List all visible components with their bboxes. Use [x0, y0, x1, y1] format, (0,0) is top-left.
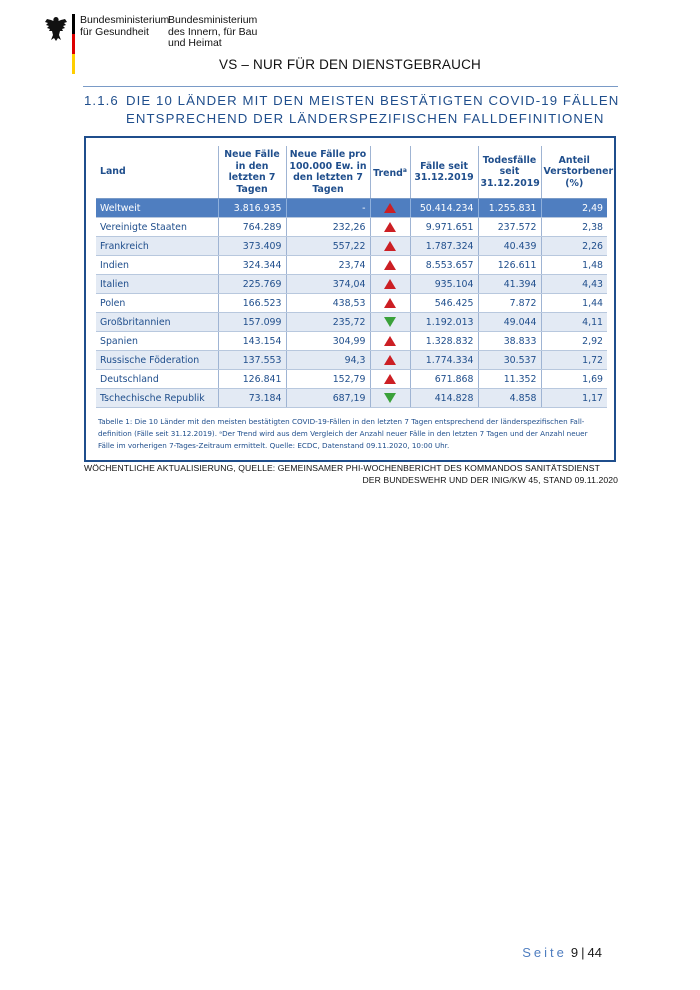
- ministry-interior-name: Bundesministerium des Innern, für Bau und Heimat: [168, 14, 258, 49]
- new7-cell: 3.816.935: [218, 199, 286, 218]
- trend-cell: [370, 218, 410, 237]
- land-cell: Indien: [96, 256, 218, 275]
- trend-cell: [370, 332, 410, 351]
- land-cell: Frankreich: [96, 237, 218, 256]
- trend-up-icon: [384, 222, 396, 232]
- deaths-cell: 30.537: [478, 351, 541, 370]
- cases-cell: 546.425: [410, 294, 478, 313]
- table-row: [96, 218, 607, 237]
- cases-cell: 1.787.324: [410, 237, 478, 256]
- share-cell: 1,44: [541, 294, 607, 313]
- trend-up-icon: [384, 279, 396, 289]
- source-note: WÖCHENTLICHE AKTUALISIERUNG, QUELLE: GEMEINSAMER PHI-WOCHENBERICHT DES KOMMANDOS SANITÄTSDIENST DER BUNDESWEHR UND DER INIG/KW 45, STAND 09.11.2020: [84, 463, 618, 485]
- share-cell: 2,92: [541, 332, 607, 351]
- trend-cell: [370, 199, 410, 218]
- section-number: 1.1.6: [84, 93, 119, 108]
- trend-down-icon: [384, 317, 396, 327]
- share-cell: 4,11: [541, 313, 607, 332]
- page-label: Seite: [522, 945, 567, 960]
- new7-cell: 73.184: [218, 389, 286, 408]
- classification-label: VS – NUR FÜR DEN DIENSTGEBRAUCH: [219, 57, 481, 72]
- trend-cell: [370, 370, 410, 389]
- cases-cell: 8.553.657: [410, 256, 478, 275]
- per100k-cell: 152,79: [286, 370, 370, 389]
- new7-cell: 143.154: [218, 332, 286, 351]
- trend-up-icon: [384, 298, 396, 308]
- share-cell: 1,69: [541, 370, 607, 389]
- land-cell: Spanien: [96, 332, 218, 351]
- new7-cell: 225.769: [218, 275, 286, 294]
- trend-up-icon: [384, 241, 396, 251]
- share-cell: 1,17: [541, 389, 607, 408]
- header-divider: [83, 86, 618, 87]
- new7-cell: 324.344: [218, 256, 286, 275]
- trend-cell: [370, 351, 410, 370]
- section-title-line2: ENTSPRECHEND DER LÄNDERSPEZIFISCHEN FALLDEFINITIONEN: [126, 111, 605, 126]
- table-header-row: [96, 146, 607, 199]
- land-cell: Polen: [96, 294, 218, 313]
- table-caption: Tabelle 1: Die 10 Länder mit den meisten bestätigten COVID-19-Fällen in den letzten 7 Tagen entsprechend der länderspezifischen Fall- definition (Fälle seit 31.12.2019). ᵃDer Trend wird aus dem Vergleich der Anzahl neuer Fälle in den letzten 7 Tagen und der Anzahl neuer Fälle im vorherigen 7-Tages-Zeitraum ermittelt. Quelle: ECDC, Datenstand 09.11.2020, 10:00 Uhr.: [98, 417, 588, 450]
- trend-footnote-marker: a: [402, 166, 407, 174]
- table-row: [96, 370, 607, 389]
- table-row: [96, 294, 607, 313]
- cases-table-box: [84, 136, 616, 462]
- page-separator: |: [581, 945, 585, 960]
- trend-cell: [370, 275, 410, 294]
- cases-cell: 414.828: [410, 389, 478, 408]
- deaths-cell: 126.611: [478, 256, 541, 275]
- col-header-new-cases: Neue Fälle in den letzten 7 Tagen: [218, 146, 286, 199]
- table-row: [96, 256, 607, 275]
- land-cell: Deutschland: [96, 370, 218, 389]
- trend-down-icon: [384, 393, 396, 403]
- trend-cell: [370, 389, 410, 408]
- deaths-cell: 237.572: [478, 218, 541, 237]
- share-cell: 1,48: [541, 256, 607, 275]
- per100k-cell: 304,99: [286, 332, 370, 351]
- trend-up-icon: [384, 336, 396, 346]
- table-row: [96, 332, 607, 351]
- trend-cell: [370, 294, 410, 313]
- new7-cell: 157.099: [218, 313, 286, 332]
- cases-cell: 50.414.234: [410, 199, 478, 218]
- land-cell: Tschechische Republik: [96, 389, 218, 408]
- share-cell: 2,49: [541, 199, 607, 218]
- deaths-cell: 40.439: [478, 237, 541, 256]
- trend-up-icon: [384, 203, 396, 213]
- trend-up-icon: [384, 374, 396, 384]
- share-cell: 4,43: [541, 275, 607, 294]
- deaths-cell: 1.255.831: [478, 199, 541, 218]
- table-row: [96, 389, 607, 408]
- deaths-cell: 7.872: [478, 294, 541, 313]
- cases-cell: 671.868: [410, 370, 478, 389]
- per100k-cell: -: [286, 199, 370, 218]
- per100k-cell: 235,72: [286, 313, 370, 332]
- new7-cell: 137.553: [218, 351, 286, 370]
- table-row: [96, 351, 607, 370]
- land-cell: Vereinigte Staaten: [96, 218, 218, 237]
- table-row: [96, 237, 607, 256]
- per100k-cell: 557,22: [286, 237, 370, 256]
- land-cell: Russische Föderation: [96, 351, 218, 370]
- table-row: [96, 275, 607, 294]
- col-header-total-cases: Fälle seit 31.12.2019: [410, 146, 478, 199]
- new7-cell: 373.409: [218, 237, 286, 256]
- land-cell: Weltweit: [96, 199, 218, 218]
- new7-cell: 166.523: [218, 294, 286, 313]
- deaths-cell: 41.394: [478, 275, 541, 294]
- land-cell: Italien: [96, 275, 218, 294]
- page-footer: [522, 945, 602, 960]
- col-header-trend: Trend$^a$: [370, 146, 410, 199]
- per100k-cell: 94,3: [286, 351, 370, 370]
- share-cell: 2,26: [541, 237, 607, 256]
- deaths-cell: 38.833: [478, 332, 541, 351]
- cases-cell: 1.192.013: [410, 313, 478, 332]
- new7-cell: 126.841: [218, 370, 286, 389]
- section-heading: [84, 92, 624, 128]
- cases-cell: 1.328.832: [410, 332, 478, 351]
- per100k-cell: 438,53: [286, 294, 370, 313]
- per100k-cell: 687,19: [286, 389, 370, 408]
- col-header-land: Land: [96, 146, 218, 199]
- land-cell: Großbritannien: [96, 313, 218, 332]
- page-total: 44: [587, 945, 602, 960]
- share-cell: 1,72: [541, 351, 607, 370]
- col-header-per-100k: Neue Fälle pro 100.000 Ew. in den letzten 7 Tagen: [286, 146, 370, 199]
- deaths-cell: 11.352: [478, 370, 541, 389]
- per100k-cell: 23,74: [286, 256, 370, 275]
- trend-up-icon: [384, 260, 396, 270]
- page-number: 9: [570, 945, 579, 960]
- col-header-death-share: Anteil Verstorbener (%): [541, 146, 607, 199]
- per100k-cell: 232,26: [286, 218, 370, 237]
- trend-up-icon: [384, 355, 396, 365]
- section-title-line1: DIE 10 LÄNDER MIT DEN MEISTEN BESTÄTIGTEN COVID-19 FÄLLEN: [126, 93, 620, 108]
- cases-table: [96, 146, 614, 408]
- federal-eagle-icon: [44, 16, 68, 42]
- trend-cell: [370, 237, 410, 256]
- ministry-health-name: Bundesministerium für Gesundheit: [80, 14, 170, 38]
- table-row: [96, 313, 607, 332]
- trend-cell: [370, 256, 410, 275]
- table-row-world: [96, 199, 607, 218]
- new7-cell: 764.289: [218, 218, 286, 237]
- cases-cell: 9.971.651: [410, 218, 478, 237]
- col-header-deaths: Todesfälle seit 31.12.2019: [478, 146, 541, 199]
- per100k-cell: 374,04: [286, 275, 370, 294]
- cases-cell: 1.774.334: [410, 351, 478, 370]
- cases-cell: 935.104: [410, 275, 478, 294]
- deaths-cell: 49.044: [478, 313, 541, 332]
- trend-cell: [370, 313, 410, 332]
- share-cell: 2,38: [541, 218, 607, 237]
- deaths-cell: 4.858: [478, 389, 541, 408]
